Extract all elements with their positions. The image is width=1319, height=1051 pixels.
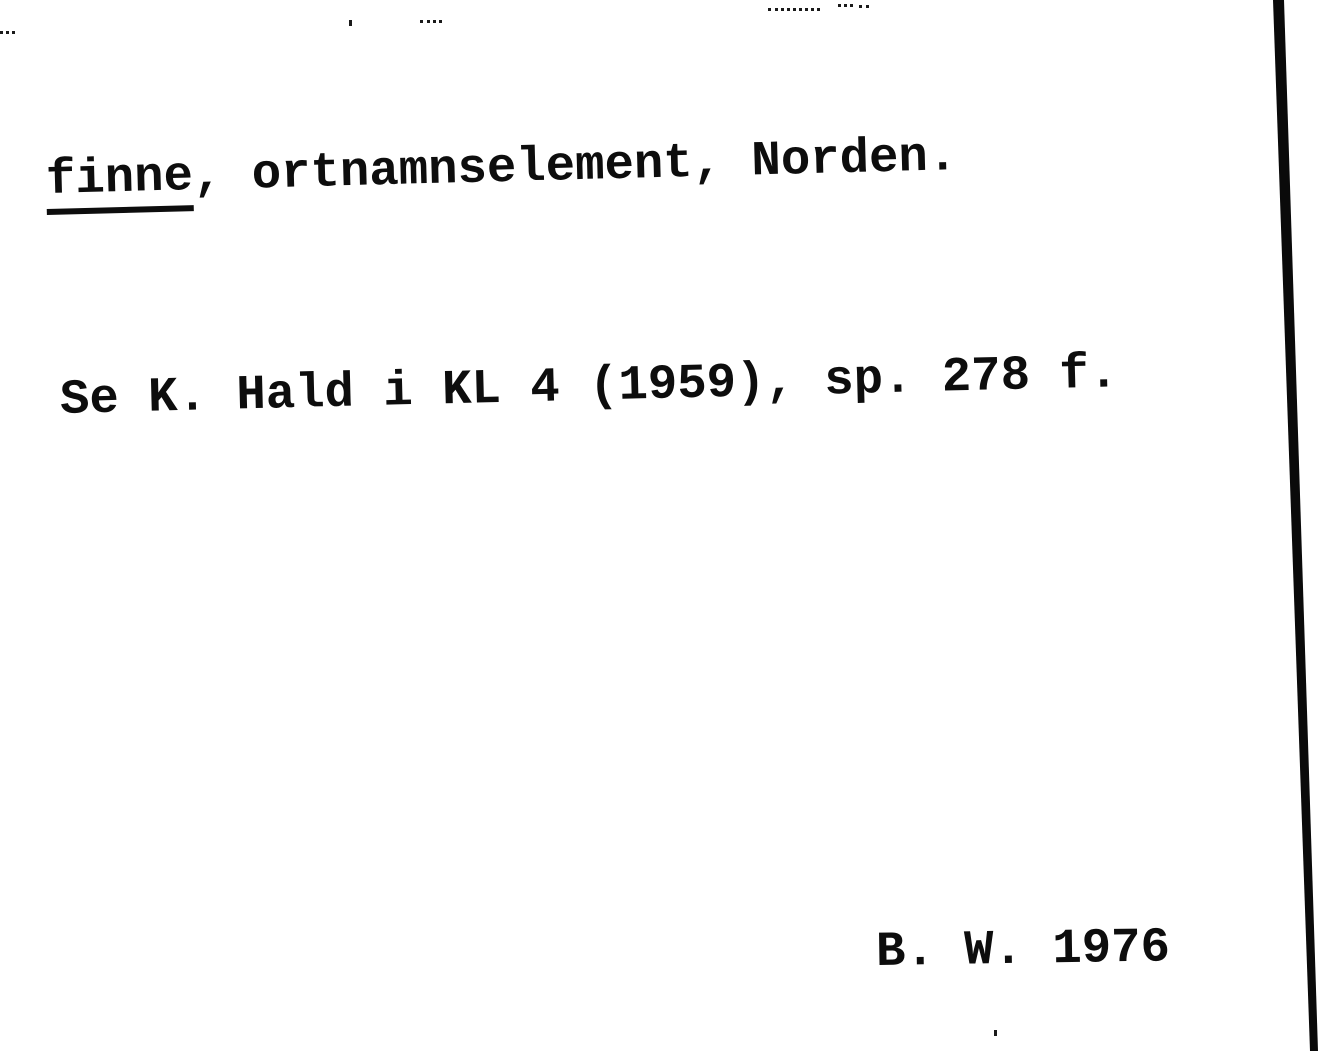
scan-artifact-dots	[768, 8, 820, 11]
scan-artifact-dots	[420, 20, 442, 23]
signature-line: B. W. 1976	[875, 919, 1171, 980]
scan-artifact-dots	[838, 4, 853, 7]
scan-artifact-speck	[349, 20, 352, 26]
reference-line: Se K. Hald i KL 4 (1959), sp. 278 f.	[59, 345, 1119, 428]
scan-artifact-dots	[0, 31, 15, 34]
scan-artifact-speck	[994, 1030, 997, 1036]
headline-term: finne	[45, 148, 194, 215]
headline-suffix: , ortnamnselement, Norden.	[192, 128, 958, 205]
scan-artifact-dots	[859, 5, 869, 8]
headline	[45, 128, 958, 208]
